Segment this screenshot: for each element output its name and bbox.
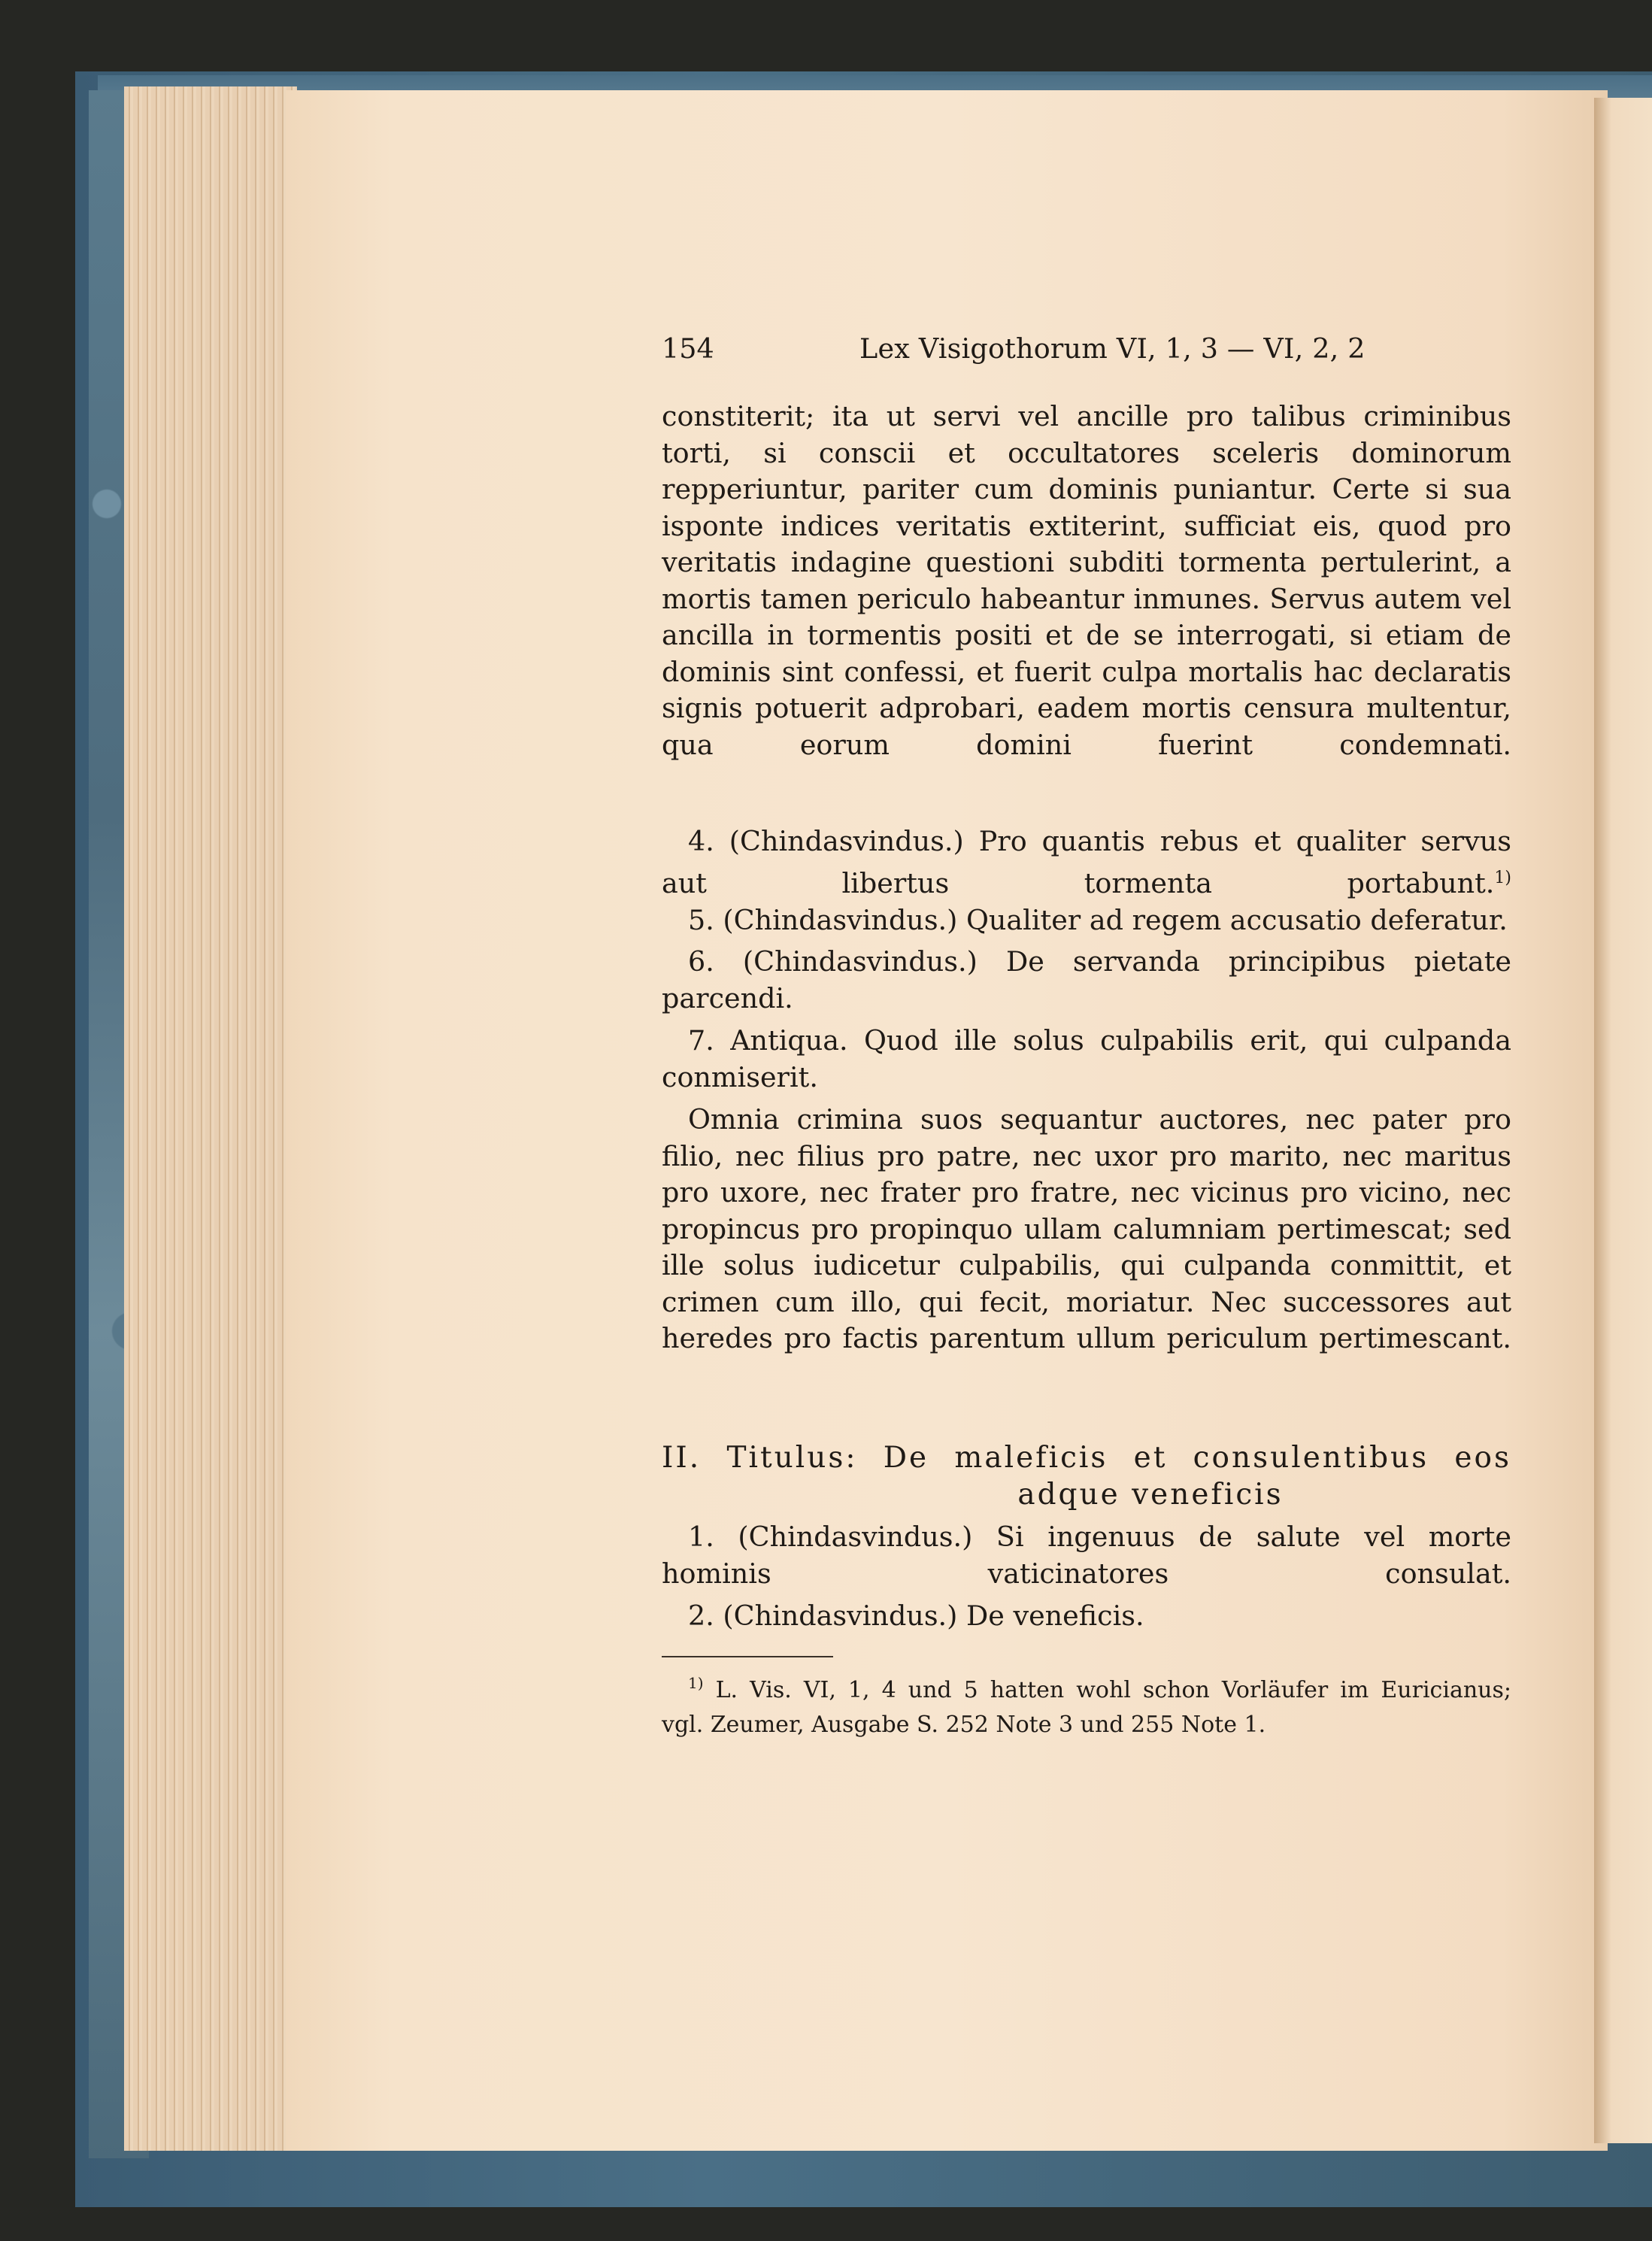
law-item-7-text: Omnia crimina suos sequantur auctores, nec pater pro filio, nec filius pro patre, nec uxor pro marito, nec maritus pro uxore, nec frater pro fratre, nec vicinus pro vicino, nec propincus pro propinquo ullam calumniam pertimescat; sed ille solus iudicetur culpabilis, qui culpanda conmittit, et crimen cum illo, qui fecit, moriatur. Nec successores aut heredes pro factis parentum ullum periculum pertimescant. [662,1103,1511,1354]
page-number: 154 [662,332,714,365]
footnote-rule [662,1656,833,1657]
footnote-reference: 1) [1494,868,1511,887]
law-item-5: 5. (Chindasvindus.) Qualiter ad regem accusatio deferatur. [688,904,1508,936]
footnote [662,1666,1511,1742]
page-edges [124,86,297,2151]
paragraph-continuation: constiterit; ita ut servi vel ancille pro talibus criminibus torti, si conscii et occultatores sceleris dominorum repperiuntur, pariter cum dominis puniantur. Certe si sua isponte indices veritatis extiterint, sufficiat eis, quod pro veritatis indagine questioni subditi tormenta pertulerint, a mortis tamen periculo habeantur inmunes. Servus autem vel ancilla in tormentis positi et de se interrogati, si etiam de dominis sint confessi, et fuerit culpa mortalis hac declaratis signis potuerit adprobari, eadem mortis censura multentur, qua eorum domini fuerint condemnati. [662,400,1511,761]
law-item-4 [662,823,1511,902]
running-head [662,331,1511,368]
running-title: Lex Visigothorum VI, 1, 3 — VI, 2, 2 [859,332,1366,365]
titulus-item-2: 2. (Chindasvindus.) De veneficis. [688,1600,1144,1632]
footnote-line2: vgl. Zeumer, Ausgabe S. 252 Note 3 und 255 Note 1. [662,1712,1266,1738]
law-item-6: 6. (Chindasvindus.) De servanda principibus pietate parcendi. [662,945,1511,1014]
titulus-heading [662,1440,1511,1513]
footnote-line1 [662,1666,1511,1708]
facing-page-edge [1594,98,1652,2143]
titulus-item-1: 1. (Chindasvindus.) Si ingenuus de salute vel morte hominis vaticinatores consulat. [662,1521,1511,1590]
titulus-heading-line1: II. Titulus: De maleficis et consulentibus eos [662,1441,1511,1475]
footnote-mark: 1) [688,1674,704,1692]
titulus-heading-line2: adque veneficis [1017,1477,1284,1512]
law-item-4-text: 4. (Chindasvindus.) Pro quantis rebus et qualiter servus aut libertus tormenta portabunt. [662,825,1511,899]
footnote-line1-text: L. Vis. VI, 1, 4 und 5 hatten wohl schon Vorläufer im Euricianus; [715,1677,1511,1703]
law-item-7: 7. Antiqua. Quod ille solus culpabilis erit, qui culpanda conmiserit. [662,1024,1511,1093]
